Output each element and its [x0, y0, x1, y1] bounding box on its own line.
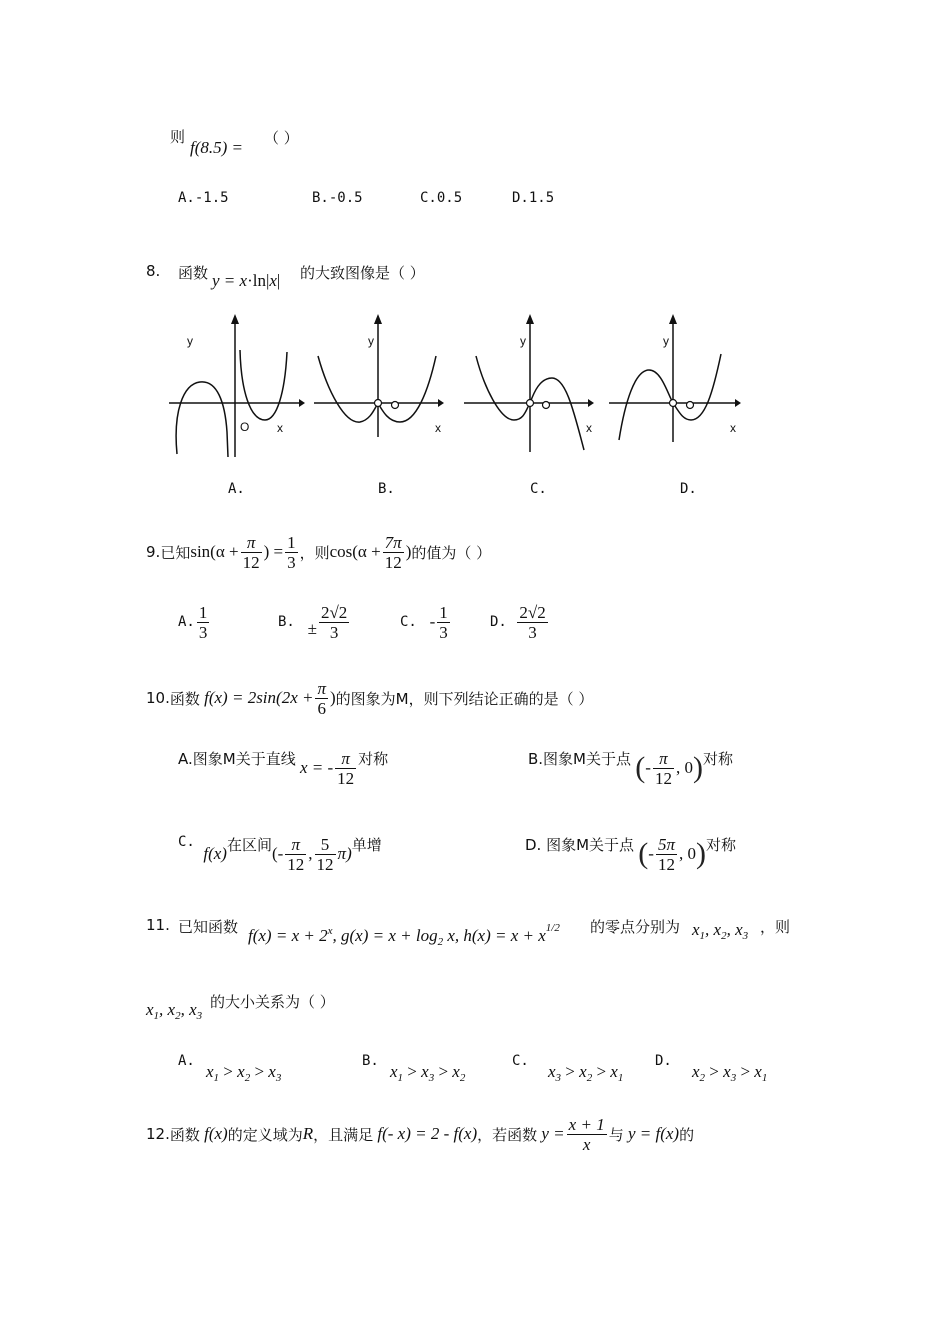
graph-a-y-label: y — [187, 334, 193, 348]
q11-option-a-label: A. — [178, 1053, 195, 1069]
graph-a-x-arrow — [299, 399, 305, 407]
q8-option-c: C. — [530, 481, 547, 497]
q8-stem-a: 函数 — [178, 264, 209, 282]
q9-option-d: D. $\frac{2√2}{3}$ — [490, 602, 546, 642]
graph-a-y-arrow — [231, 314, 239, 324]
graph-d — [605, 312, 745, 442]
graph-a-x-label: x — [277, 421, 283, 435]
graph-b-y-arrow — [374, 314, 382, 324]
q11-option-c-label: C. — [512, 1053, 529, 1069]
q7-option-d: D.1.5 — [512, 190, 555, 206]
graph-d-y-arrow — [669, 314, 677, 324]
graph-c-y-arrow — [526, 314, 534, 324]
q11-option-d: $x_2 > x_3 > x_1$ — [692, 1062, 768, 1084]
q9-option-a: A. $\frac{1}{3}$ — [178, 602, 208, 642]
graph-b — [310, 312, 450, 437]
q9-stem-a: 已知 — [160, 543, 191, 562]
q11-stem-d: 的大小关系为（ ） — [210, 993, 335, 1011]
q11-option-d-label: D. — [655, 1053, 672, 1069]
q11-stem-c: ，则 — [760, 918, 791, 936]
graph-b-y-label: y — [368, 334, 374, 348]
q11-variables: $x_1$, $x_2$, $x_3$ — [146, 1000, 203, 1022]
q11-stem-a: 已知函数 — [178, 918, 239, 936]
q9-sin: sin(α + — [190, 542, 239, 561]
q10-option-b: B.图象M关于点 ( - $\frac{\pi}{12}$ , 0 ) 对称 — [528, 748, 733, 788]
graph-d-curve — [619, 354, 721, 440]
q8-number: 8. — [146, 262, 161, 280]
graph-a-origin-label: O — [240, 420, 250, 434]
q7-option-a: A.-1.5 — [178, 190, 229, 206]
q10-stem: 10. 函数 f(x) = 2sin(2x + $\frac{\pi}{6}$ ) 的图象为M，则下列结论正确的是（ ） — [146, 678, 594, 718]
graph-c-zero-point — [543, 402, 550, 409]
q10-option-c: C. f(x) 在区间 (- $\frac{\pi}{12}$ , $\frac{5}{12}$ π) 单增 — [178, 834, 382, 874]
graph-d-y-label: y — [663, 334, 669, 348]
q11-number: 11. — [146, 916, 170, 934]
graph-d-x-label: x — [730, 421, 736, 435]
q8-option-a: A. — [228, 481, 245, 497]
q9-cos: cos(α + — [329, 542, 381, 561]
graph-d-zero-point — [687, 402, 694, 409]
q12-number: 12. — [146, 1125, 170, 1143]
q9-number: 9. — [146, 543, 161, 561]
q11-option-c: $x_3 > x_2 > x_1$ — [548, 1062, 624, 1084]
q11-zeros: $x_1$, $x_2$, $x_3$ — [692, 920, 749, 942]
q9-frac-1-3: $\frac{1}{3}$ — [287, 532, 296, 572]
q10-option-d: D. 图象M关于点 ( - $\frac{5\pi}{12}$ , 0 ) 对称 — [525, 834, 736, 874]
graph-d-origin-point — [670, 400, 677, 407]
graph-b-zero-point — [392, 402, 399, 409]
q7-answer-paren: （ ） — [264, 129, 299, 147]
q10-option-a: A.图象M关于直线 x = - $\frac{\pi}{12}$ 对称 — [178, 748, 389, 788]
graph-c-x-label: x — [586, 421, 592, 435]
q11-option-b: $x_1 > x_3 > x_2$ — [390, 1062, 466, 1084]
graph-c-y-label: y — [520, 334, 526, 348]
graph-b-x-arrow — [438, 399, 444, 407]
graph-d-x-arrow — [735, 399, 741, 407]
graph-a-right-branch — [240, 350, 287, 420]
q9-option-b: B. ± $\frac{2√2}{3}$ — [278, 602, 348, 642]
q8-stem-b: 的大致图像是（ ） — [300, 264, 425, 282]
q12-stem: 12. 函数 f(x) 的定义域为 R ，且满足 f(- x) = 2 - f(x) ，若函数 y = $\frac{x + 1}{x}$ 与 y = f(x) 的 — [146, 1114, 695, 1154]
graph-c-x-arrow — [588, 399, 594, 407]
q8-option-d: D. — [680, 481, 697, 497]
q7-prefix: 则 — [170, 128, 186, 146]
graph-c — [460, 312, 600, 452]
graph-b-origin-point — [375, 400, 382, 407]
q8-option-b: B. — [378, 481, 395, 497]
graph-b-x-label: x — [435, 421, 441, 435]
q9-frac-pi-12: $\frac{\pi}{12}$ — [242, 532, 260, 572]
q11-option-b-label: B. — [362, 1053, 379, 1069]
q10-expression: f(x) = 2sin(2x + — [204, 688, 314, 707]
q7-option-b: B.-0.5 — [312, 190, 363, 206]
q10-number: 10. — [146, 689, 170, 707]
q11-option-a: $x_1 > x_2 > x_3$ — [206, 1062, 282, 1084]
q9-stem: 9. 已知 sin(α + $\frac{\pi}{12}$ ) = $\frac{1}{3}$ ，则 cos(α + $\frac{7\pi}{12}$ ) 的值为（ ） — [146, 532, 492, 572]
q9-option-c: C. - $\frac{1}{3}$ — [400, 602, 448, 642]
q7-option-c: C.0.5 — [420, 190, 463, 206]
q11-stem-b: 的零点分别为 — [590, 918, 681, 936]
q11-functions: $f(x) = x + 2^x$, $g(x) = x + \log_2 x$, $h(x) = x + x^{1/2}$ — [248, 922, 560, 948]
q7-expression: f(8.5) = — [190, 138, 244, 157]
graph-c-origin-point — [527, 400, 534, 407]
q8-expression: y = x·ln|x| — [212, 271, 281, 290]
graph-a-left-branch — [176, 382, 228, 457]
graph-b-curve — [318, 356, 436, 422]
graph-a — [165, 312, 305, 457]
q9-frac-7pi-12: $\frac{7\pi}{12}$ — [384, 532, 402, 572]
